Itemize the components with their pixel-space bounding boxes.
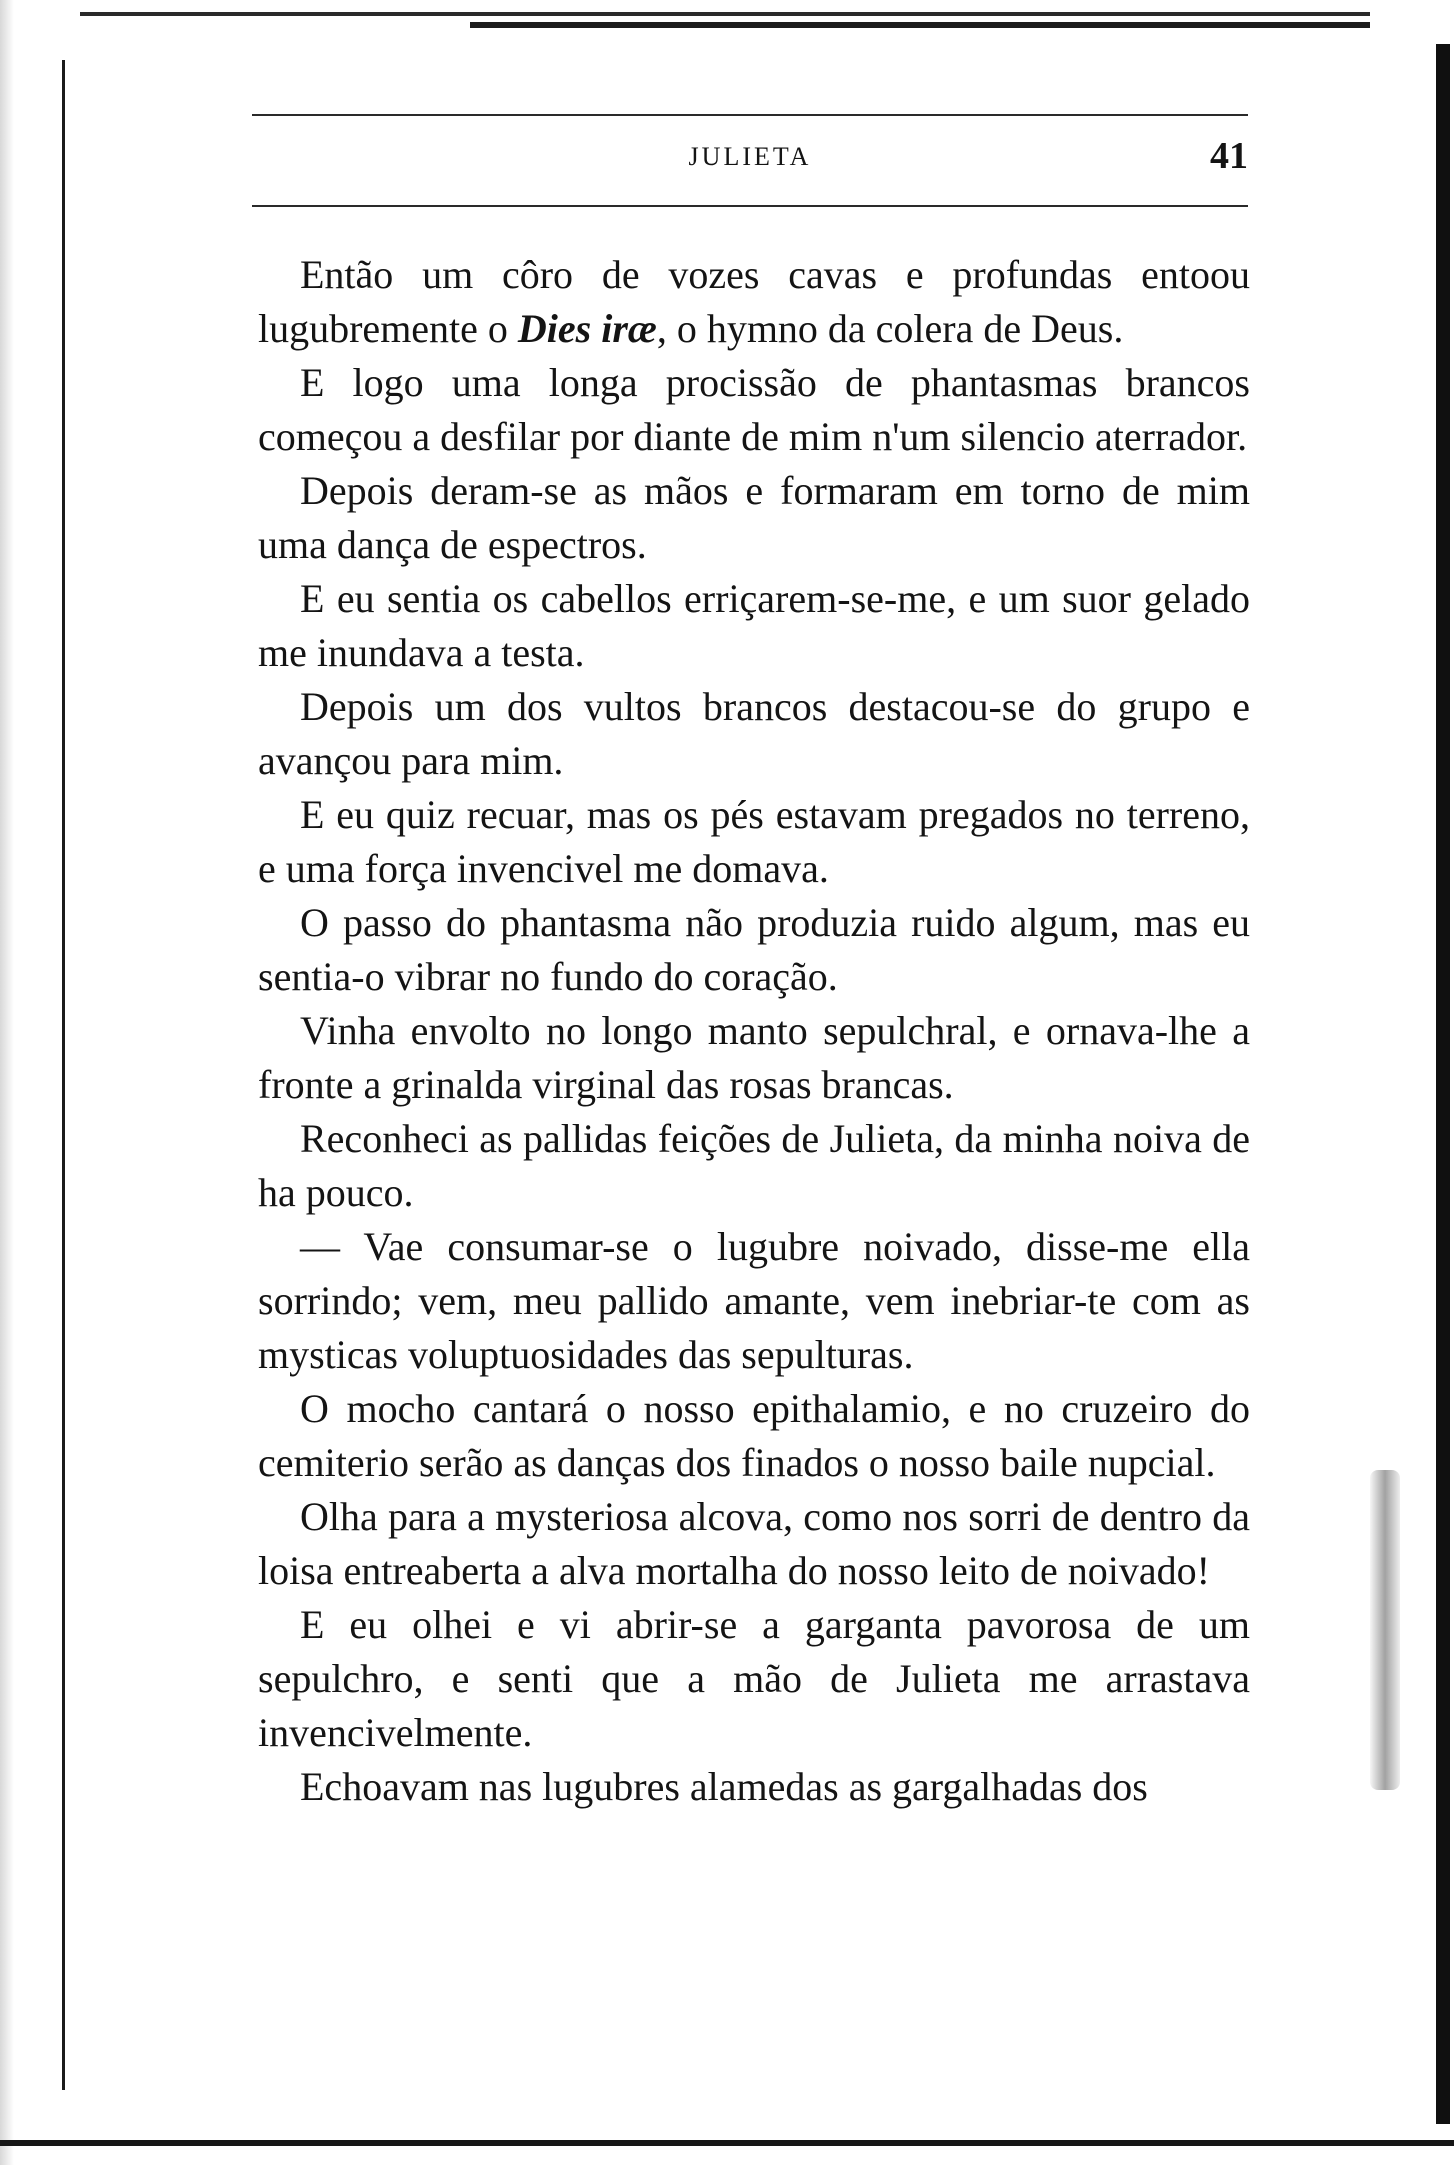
scan-border-top (80, 12, 1370, 16)
paragraph-6: E eu quiz recuar, mas os pés estavam pregados no terreno, e uma força invencivel me domava. (258, 792, 1250, 891)
scan-border-bottom (0, 2140, 1454, 2146)
paragraph-10: — Vae consumar-se o lugubre noivado, disse-me ella sorrindo; vem, meu pallido amante, vem inebriar-te com as mysticas voluptuosidades das sepulturas. (258, 1224, 1250, 1377)
scan-smudge-right (1370, 1470, 1400, 1790)
paragraph-5: Depois um dos vultos brancos destacou-se do grupo e avançou para mim. (258, 684, 1250, 783)
paragraph-7: O passo do phantasma não produzia ruido algum, mas eu sentia-o vibrar no fundo do coração. (258, 900, 1250, 999)
paragraph-12: Olha para a mysteriosa alcova, como nos sorri de dentro da loisa entreaberta a alva mortalha do nosso leito de noivado! (258, 1494, 1250, 1593)
paragraph-13: E eu olhei e vi abrir-se a garganta pavorosa de um sepulchro, e senti que a mão de Julieta me arrastava invencivelmente. (258, 1602, 1250, 1755)
paragraph-1-before: Então um côro de vozes cavas e profundas entoou lugubremente o (258, 252, 1250, 351)
header-rule-bottom (252, 205, 1248, 207)
running-head (252, 135, 1248, 182)
paragraph-1-after: , o hymno da colera de Deus. (656, 306, 1124, 351)
paragraph-3: Depois deram-se as mãos e formaram em torno de mim uma dança de espectros. (258, 468, 1250, 567)
page-number: 41 (1210, 135, 1248, 177)
paragraph-1 (258, 248, 1250, 356)
paragraph-1-italic: Dies iræ (517, 306, 657, 351)
paragraph-14: Echoavam nas lugubres alamedas as gargalhadas dos (300, 1764, 1148, 1809)
paragraph-11: O mocho cantará o nosso epithalamio, e no cruzeiro do cemiterio serão as danças dos finados o nosso baile nupcial. (258, 1386, 1250, 1485)
scan-border-right (1436, 44, 1450, 2124)
paragraph-9: Reconheci as pallidas feições de Julieta, da minha noiva de ha pouco. (258, 1116, 1250, 1215)
header-rule-top (252, 114, 1248, 116)
scan-border-top-shadow (470, 22, 1370, 28)
scan-border-left (62, 60, 65, 2090)
paragraph-2: E logo uma longa procissão de phantasmas brancos começou a desfilar por diante de mim n'um silencio aterrador. (258, 360, 1250, 459)
body-text (258, 248, 1250, 1814)
scan-edge-left (0, 0, 14, 2165)
running-title: JULIETA (688, 142, 812, 171)
paragraph-8: Vinha envolto no longo manto sepulchral, e ornava-lhe a fronte a grinalda virginal das rosas brancas. (258, 1008, 1250, 1107)
paragraph-4: E eu sentia os cabellos erriçarem-se-me, e um suor gelado me inundava a testa. (258, 576, 1250, 675)
